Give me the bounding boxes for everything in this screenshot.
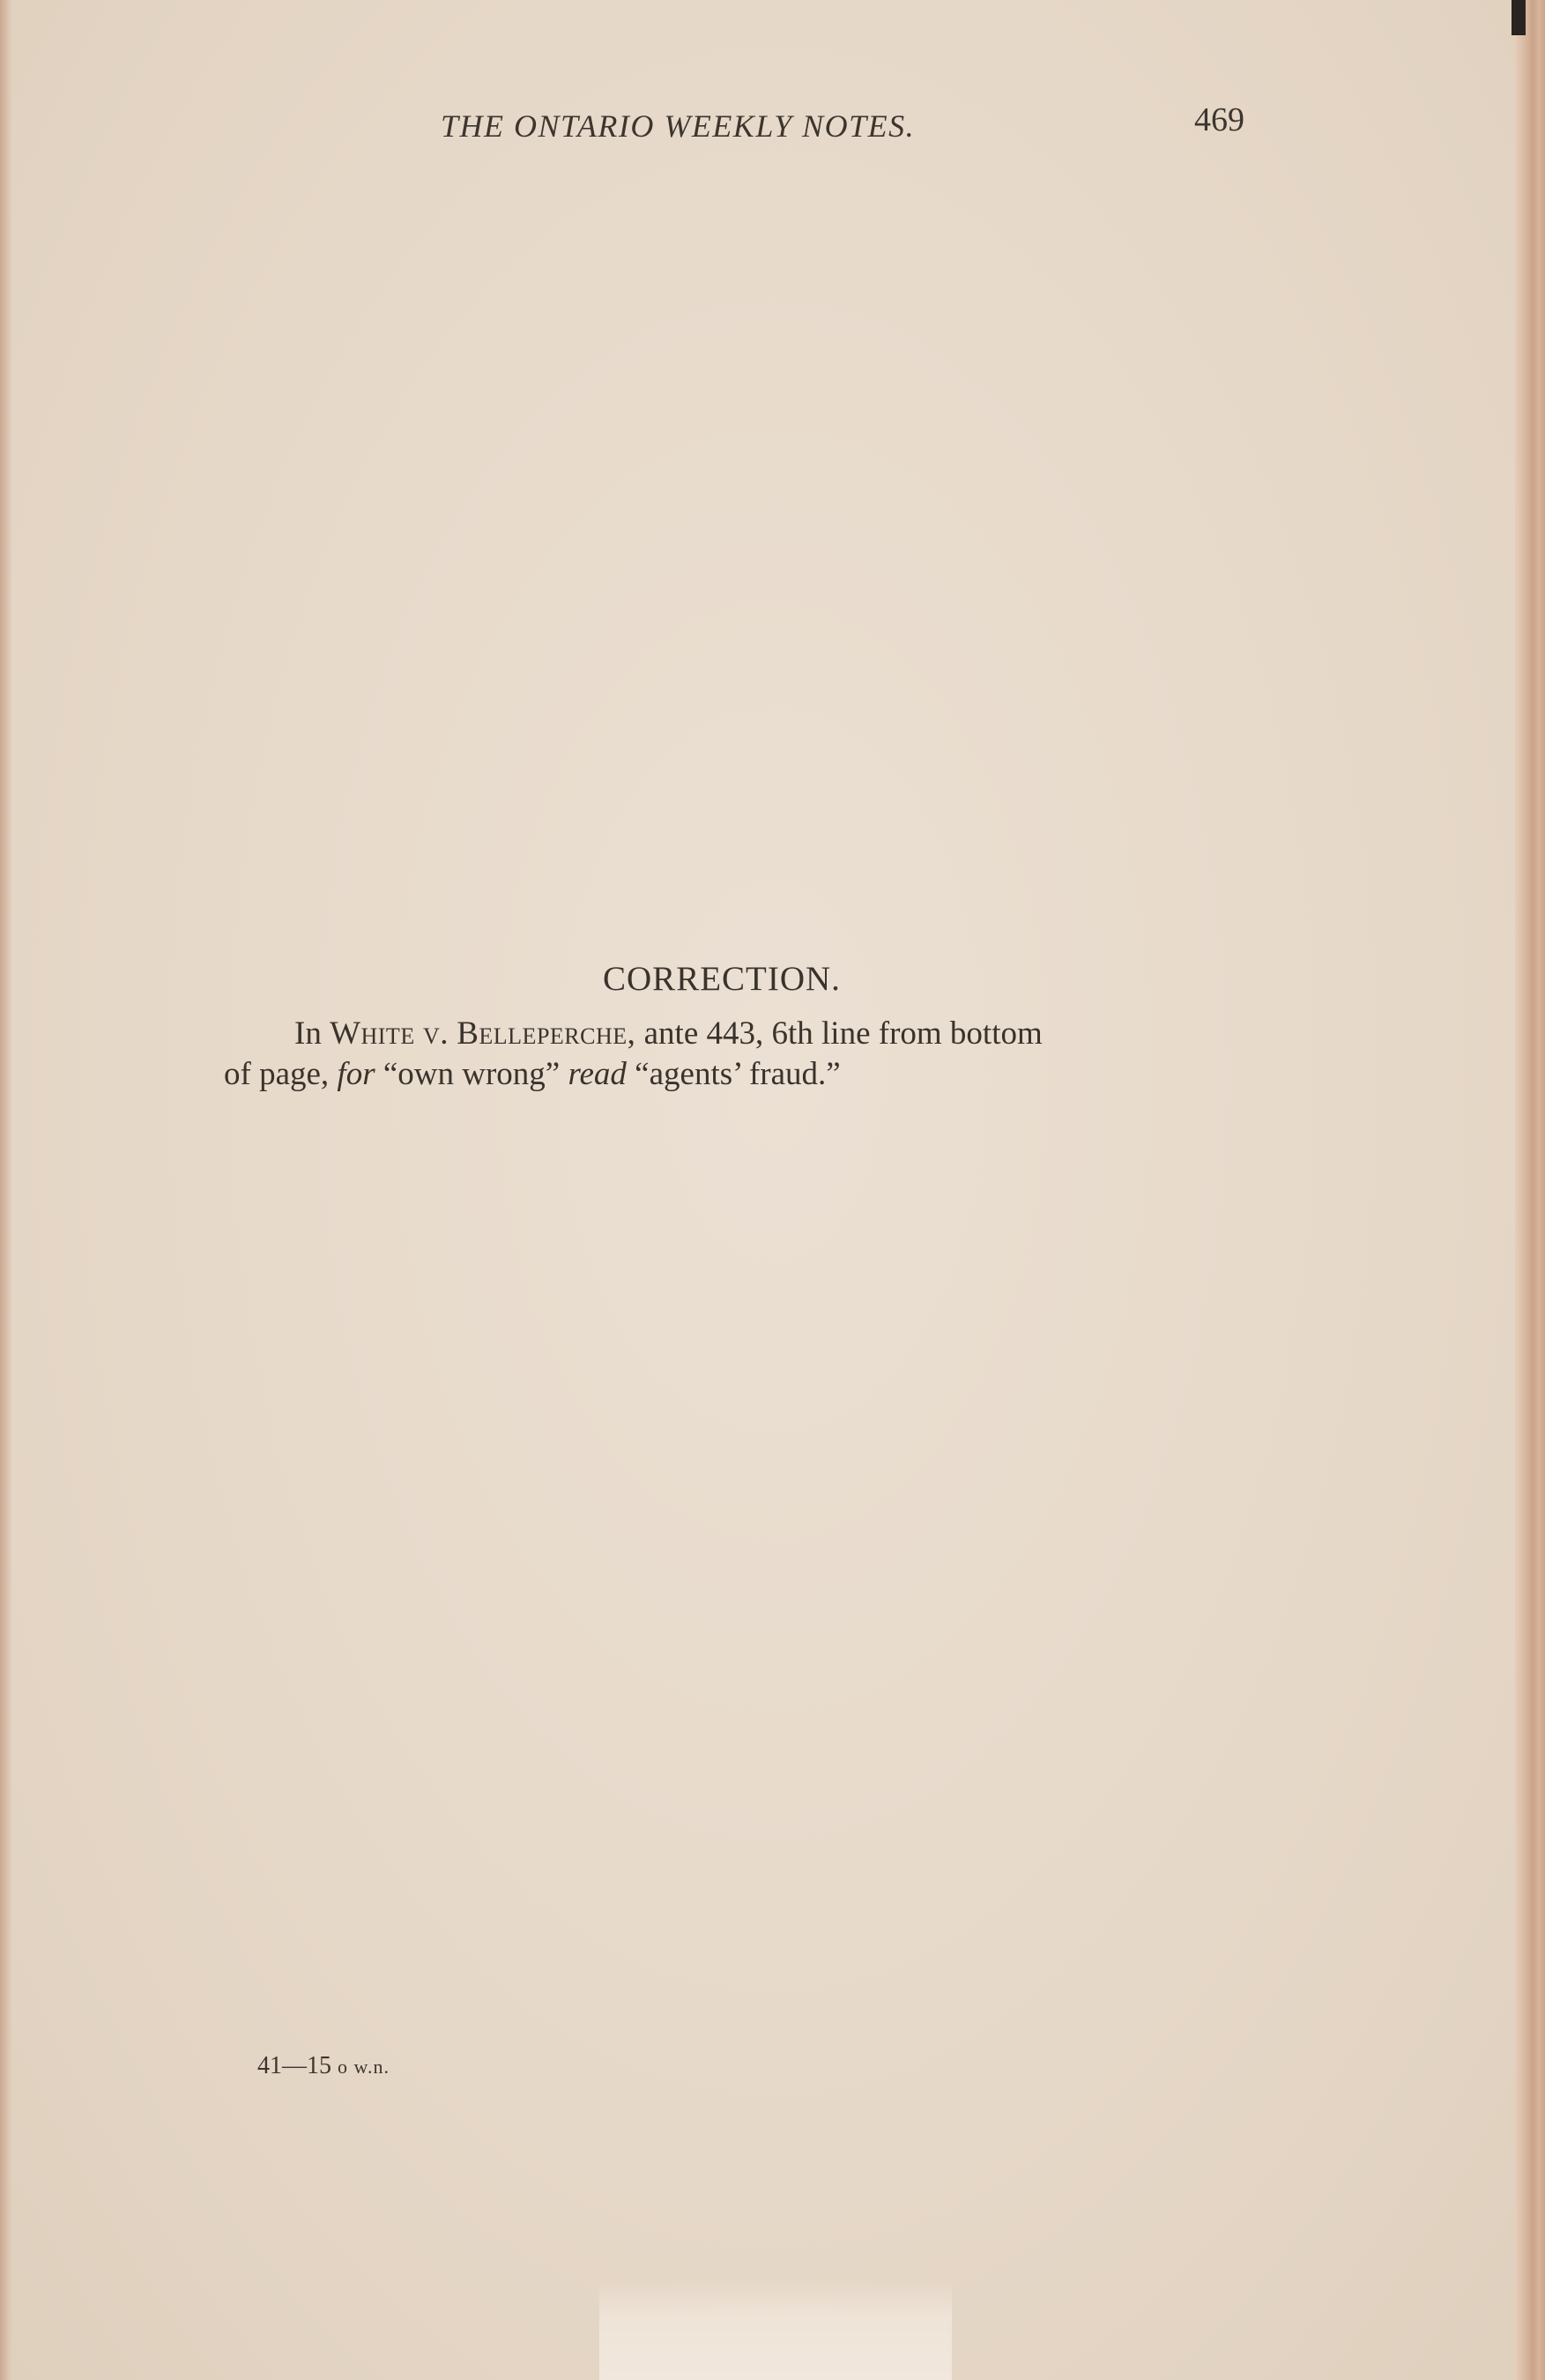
printer-signature bbox=[257, 2052, 390, 2080]
running-title: THE ONTARIO WEEKLY NOTES. bbox=[441, 108, 916, 144]
signature-code: o w.n. bbox=[338, 2056, 390, 2078]
signature-number: 41—15 bbox=[257, 2052, 331, 2079]
paragraph-line-1 bbox=[224, 1014, 1273, 1054]
page-number: 469 bbox=[1194, 101, 1244, 138]
page-left-edge bbox=[0, 0, 12, 2380]
read-word: read bbox=[568, 1056, 627, 1092]
line1-suffix: ante 443, 6th line from bottom bbox=[643, 1015, 1043, 1052]
binding-shadow bbox=[1512, 0, 1526, 35]
for-word: for bbox=[337, 1056, 375, 1092]
case-defendant: Belleperche, bbox=[457, 1015, 636, 1052]
case-plaintiff: White bbox=[330, 1015, 415, 1052]
replacement-text: “agents’ fraud.” bbox=[635, 1056, 841, 1092]
line1-prefix: In bbox=[294, 1015, 322, 1052]
case-versus: v. bbox=[422, 1015, 449, 1052]
paragraph-line-2 bbox=[224, 1054, 1273, 1095]
original-text: “own wrong” bbox=[383, 1056, 561, 1092]
page-right-edge bbox=[1515, 0, 1545, 2380]
correction-paragraph bbox=[224, 1014, 1273, 1095]
line2-prefix: of page, bbox=[224, 1056, 330, 1092]
section-heading: CORRECTION. bbox=[603, 960, 841, 998]
paper-highlight bbox=[599, 2279, 952, 2380]
